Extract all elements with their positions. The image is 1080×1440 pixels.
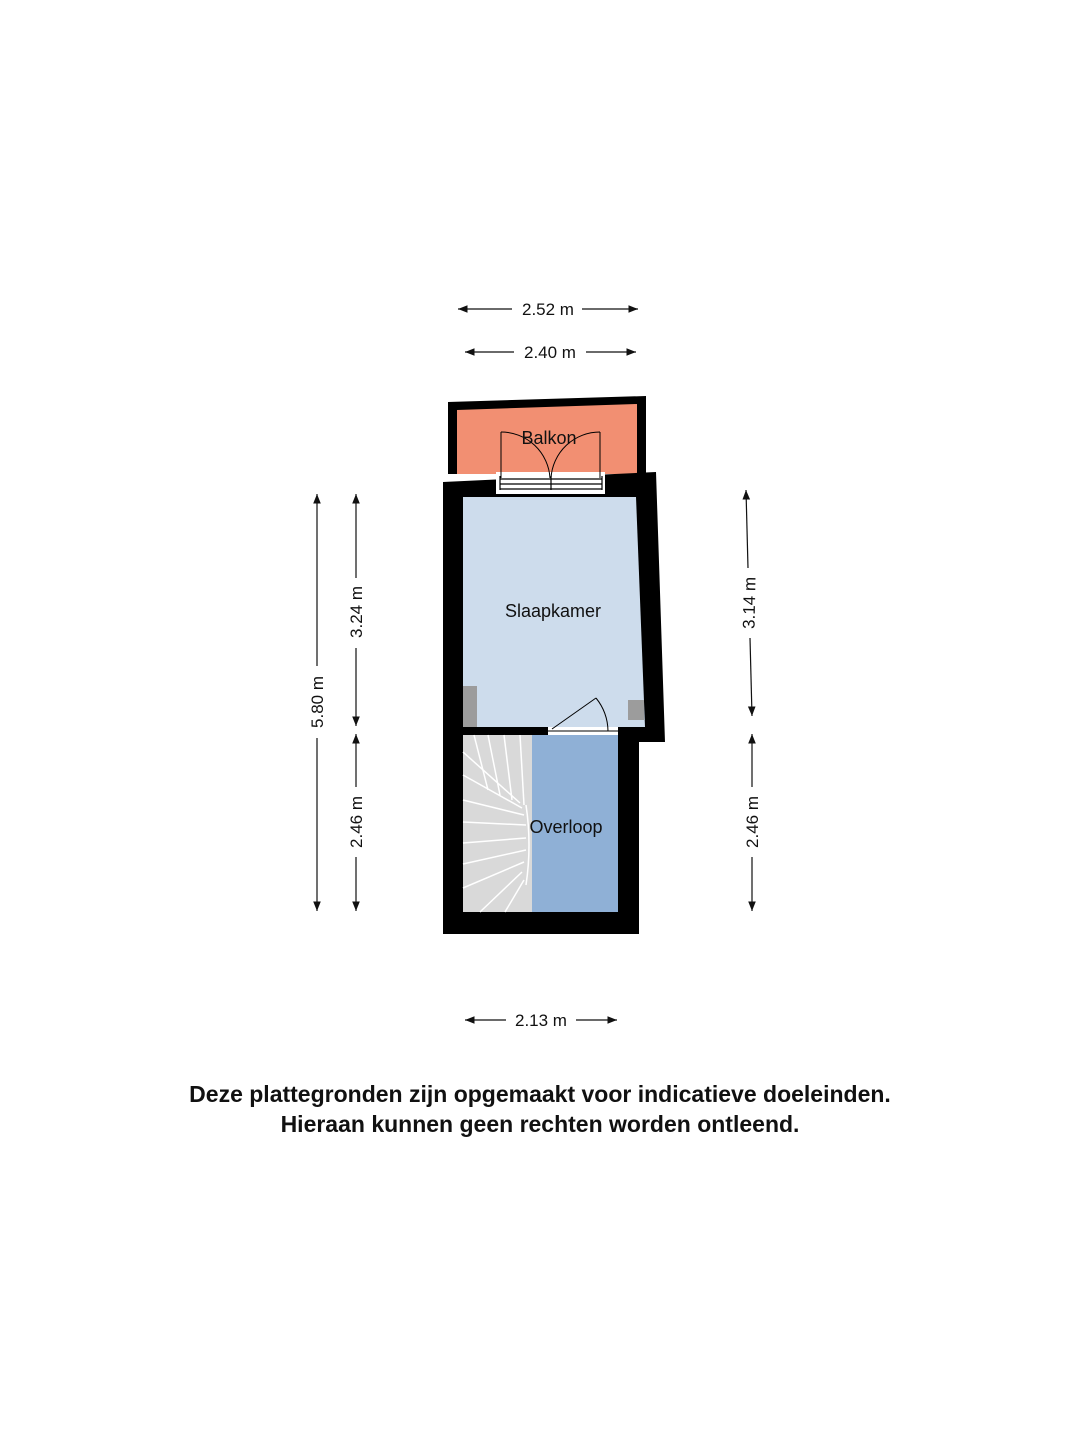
wall-block-right [628,700,644,720]
dimension-left-total [308,494,327,911]
disclaimer-line-2: Hieraan kunnen geen rechten worden ontleend. [280,1111,800,1137]
dimension-label: 5.80 m [308,676,327,728]
room-label-balkon: Balkon [521,428,577,448]
dimension-label: 2.13 m [515,1011,567,1030]
dimension-top-inner [465,343,636,362]
dimension-label: 2.40 m [524,343,576,362]
staircase [463,735,532,912]
disclaimer-line-1: Deze plattegronden zijn opgemaakt voor indicatieve doeleinden. [189,1081,891,1107]
dimension-left-upper [347,494,366,726]
dimension-right-upper [740,490,760,716]
wall-block-left [463,686,477,727]
dimension-bottom [465,1011,617,1030]
room-label-overloop: Overloop [529,817,603,837]
dimension-label: 3.24 m [347,586,366,638]
dimension-label: 2.46 m [743,796,762,848]
dimension-label: 2.52 m [522,300,574,319]
room-label-slaapkamer: Slaapkamer [504,601,602,621]
dimension-left-lower [347,734,366,911]
dimension-right-lower [743,734,762,911]
dimension-label: 2.46 m [347,796,366,848]
dimension-top-outer [458,300,638,319]
dimension-label: 3.14 m [739,576,760,630]
